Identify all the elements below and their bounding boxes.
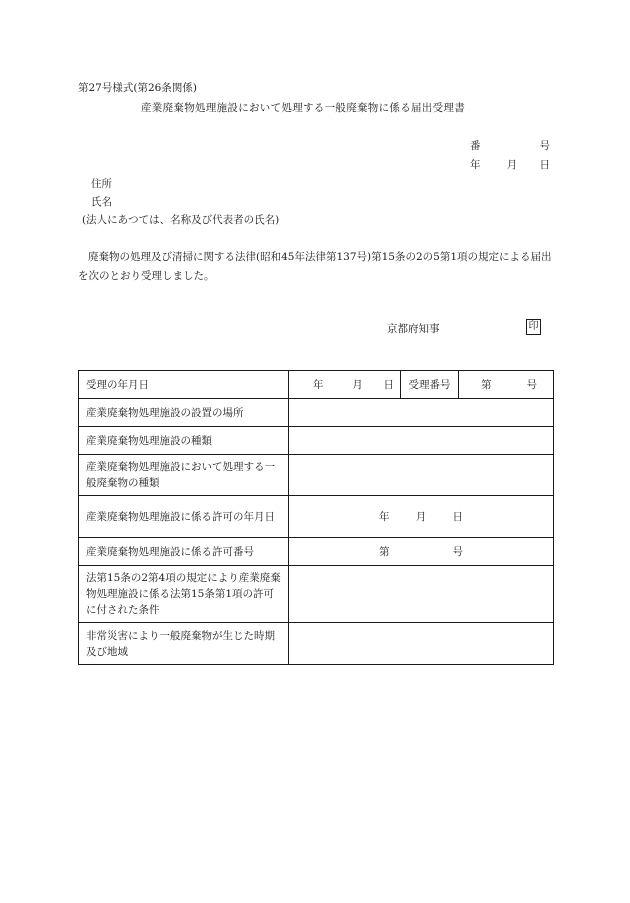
permit-number-label: 産業廃棄物処理施設に係る許可番号 [79,538,289,566]
permit-day: 日 [452,510,463,523]
table-row [79,623,554,665]
reference-month: 月 [506,159,518,171]
receipt-month: 月 [352,378,363,391]
table-row [79,371,554,399]
name-label: 氏名 [91,196,112,208]
form-number: 第27号様式(第26条関係) [78,82,197,94]
table-row [79,455,554,496]
facility-type-label: 産業廃棄物処理施設の種類 [79,427,289,455]
receipt-record-table [78,370,554,665]
permit-date-value [289,496,554,538]
seal-mark: 印 [526,319,541,335]
location-value [289,399,554,427]
waste-type-value [289,455,554,496]
receipt-date-label: 受理の年月日 [79,371,289,399]
acceptance-statement: 廃棄物の処理及び清掃に関する法律(昭和45年法律第137号)第15条の2の5第1項の規定による届出を次のとおり受理しました。 [78,251,552,282]
permit-year: 年 [379,510,390,523]
reference-number-prefix: 番 [470,140,481,152]
table-row [79,427,554,455]
conditions-label: 法第15条の2第4項の規定により産業廃棄物処理施設に係る法第15条第1項の許可に付された条件 [79,566,289,623]
corporate-name-note: (法人にあつては、名称及び代表者の氏名) [82,214,280,226]
receipt-day: 日 [383,378,394,391]
table-row [79,566,554,623]
disaster-label: 非常災害により一般廃棄物が生じた時期及び地域 [79,623,289,665]
receipt-year: 年 [313,378,324,391]
reference-number [470,138,550,153]
table-row [79,399,554,427]
document-title: 産業廃棄物処理施設において処理する一般廃棄物に係る届出受理書 [141,102,465,114]
permit-month: 月 [415,510,427,523]
table-row [79,538,554,566]
receipt-number-prefix: 第 [481,378,492,391]
waste-type-label: 産業廃棄物処理施設において処理する一般廃棄物の種類 [79,455,289,496]
reference-number-suffix: 号 [539,140,550,152]
reference-year: 年 [470,159,481,171]
facility-type-value [289,427,554,455]
reference-date [470,157,550,172]
location-label: 産業廃棄物処理施設の設置の場所 [79,399,289,427]
receipt-number-value [459,371,554,399]
permit-date-label: 産業廃棄物処理施設に係る許可の年月日 [79,496,289,538]
address-label: 住所 [91,178,112,190]
receipt-number-suffix: 号 [526,378,537,391]
conditions-value [289,566,554,623]
issuer-title: 京都府知事 [387,323,440,335]
permit-number-suffix: 号 [452,545,463,558]
receipt-date-value [289,371,401,399]
permit-number-prefix: 第 [379,545,390,558]
disaster-value [289,623,554,665]
permit-number-value [289,538,554,566]
reference-day: 日 [539,159,550,171]
receipt-number-label: 受理番号 [401,371,459,399]
table-row [79,496,554,538]
